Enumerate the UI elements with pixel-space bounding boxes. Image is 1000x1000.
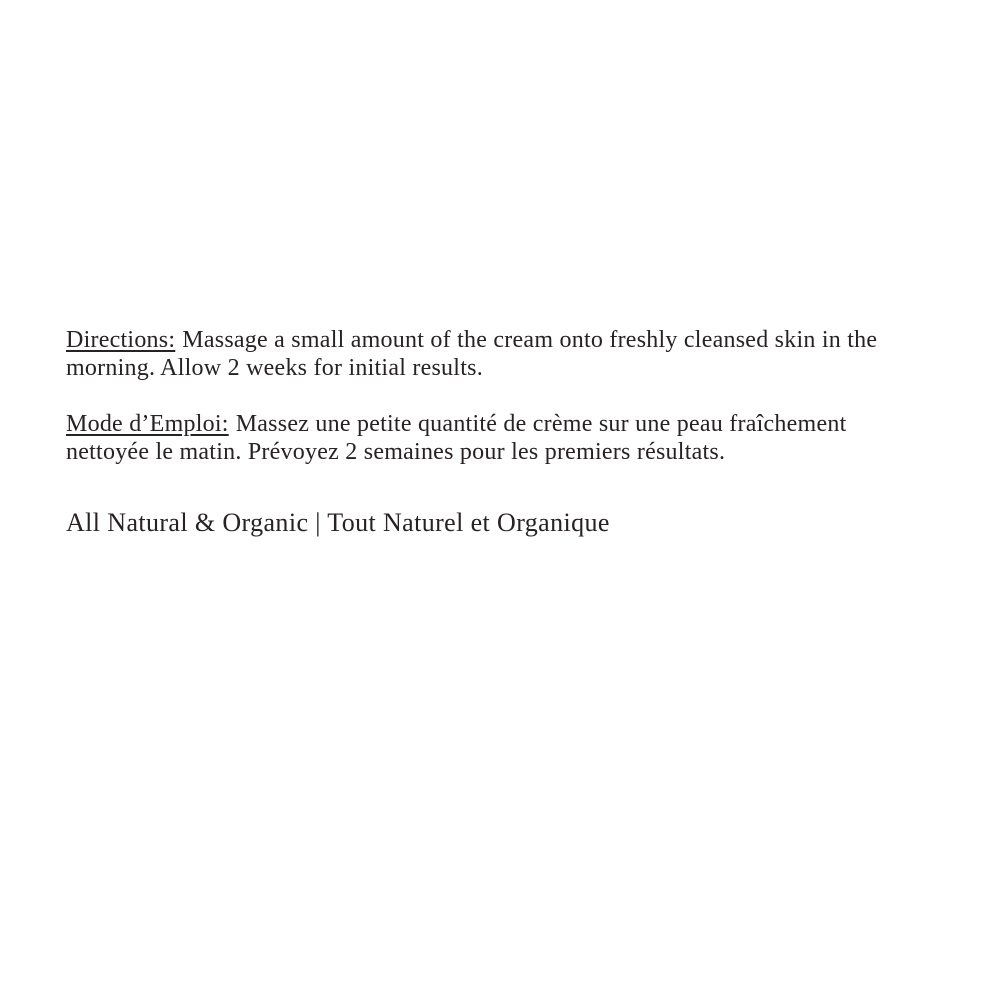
- product-label-text-block: [66, 326, 946, 538]
- directions-french-paragraph: [66, 410, 946, 466]
- directions-english-heading: Directions:: [66, 327, 176, 353]
- directions-french-line-2: nettoyée le matin. Prévoyez 2 semaines pour les premiers résultats.: [66, 439, 726, 465]
- all-natural-organic-tagline: All Natural & Organic | Tout Naturel et Organique: [66, 508, 610, 537]
- directions-english-paragraph: [66, 326, 946, 382]
- directions-french-line-1: [66, 410, 946, 438]
- directions-english-line-1: [66, 326, 946, 354]
- directions-french-line-1-text: Massez une petite quantité de crème sur une peau fraîchement: [235, 411, 847, 437]
- directions-english-line-2: morning. Allow 2 weeks for initial results.: [66, 355, 483, 381]
- directions-french-heading: Mode d’Emploi:: [66, 411, 229, 437]
- directions-english-line-1-text: Massage a small amount of the cream onto freshly cleansed skin in the: [182, 327, 878, 353]
